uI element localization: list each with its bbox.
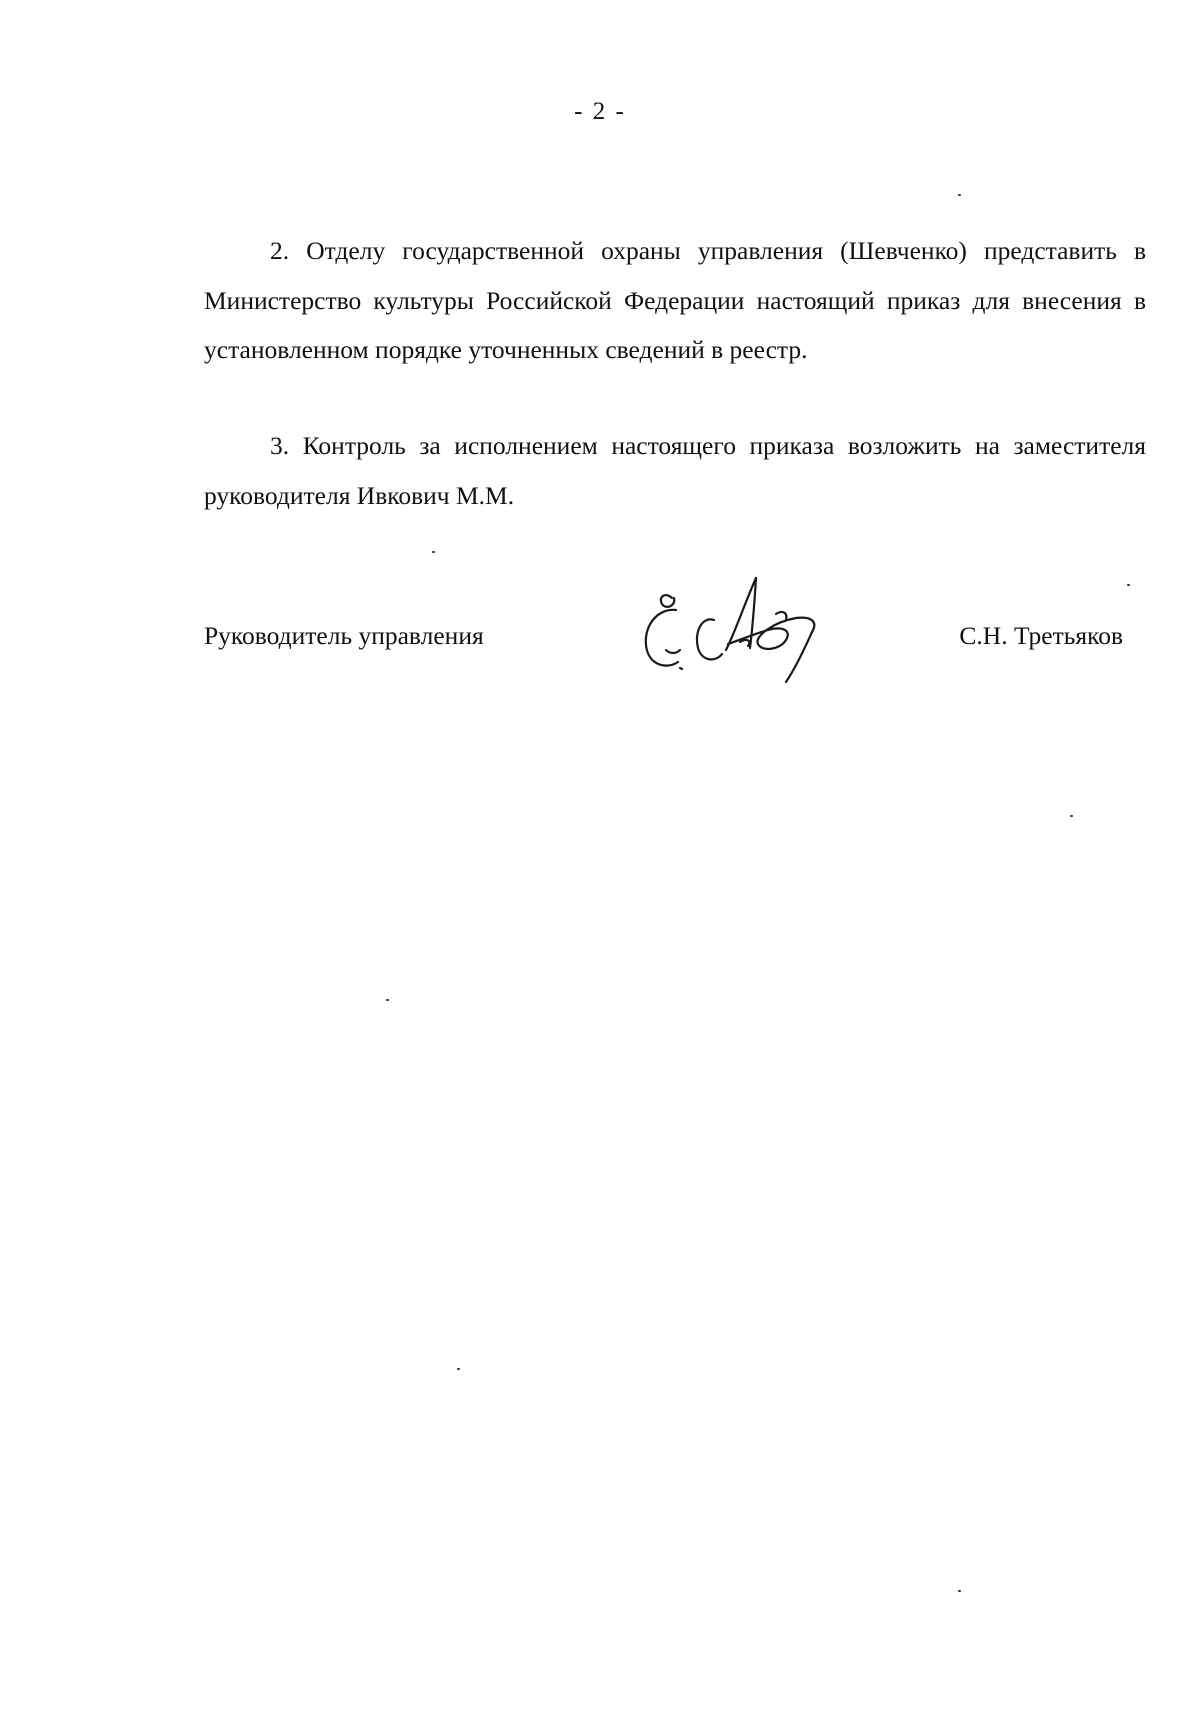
scan-speck — [958, 1590, 961, 1592]
paragraph-item-3-text: 3. Контроль за исполнением настоящего приказа возложить на заместителя руководителя Ивкович М.М. — [204, 431, 1146, 510]
scan-speck — [958, 194, 961, 196]
signature-icon — [636, 570, 856, 685]
scan-speck — [432, 551, 435, 553]
item-2-body: Отделу государственной охраны управления (Шевченко) представить в Министерство культуры Российской Федерации настоящий приказ для внесения в установленном порядке уточненных сведений в реестр. — [204, 236, 1146, 364]
signatory-name: С.Н. Третьяков — [959, 621, 1123, 650]
page-number: - 2 - — [574, 98, 626, 125]
signatory-title: Руководитель управления — [204, 621, 484, 650]
scan-speck — [457, 1368, 460, 1370]
scan-speck — [386, 999, 389, 1001]
paragraph-item-2-text — [204, 226, 1146, 375]
scan-speck — [1127, 584, 1130, 586]
scan-speck — [1070, 815, 1073, 817]
paragraph-item-3 — [204, 421, 1146, 520]
paragraph-item-2 — [204, 226, 1146, 375]
item-2-number: 2. — [270, 236, 290, 265]
